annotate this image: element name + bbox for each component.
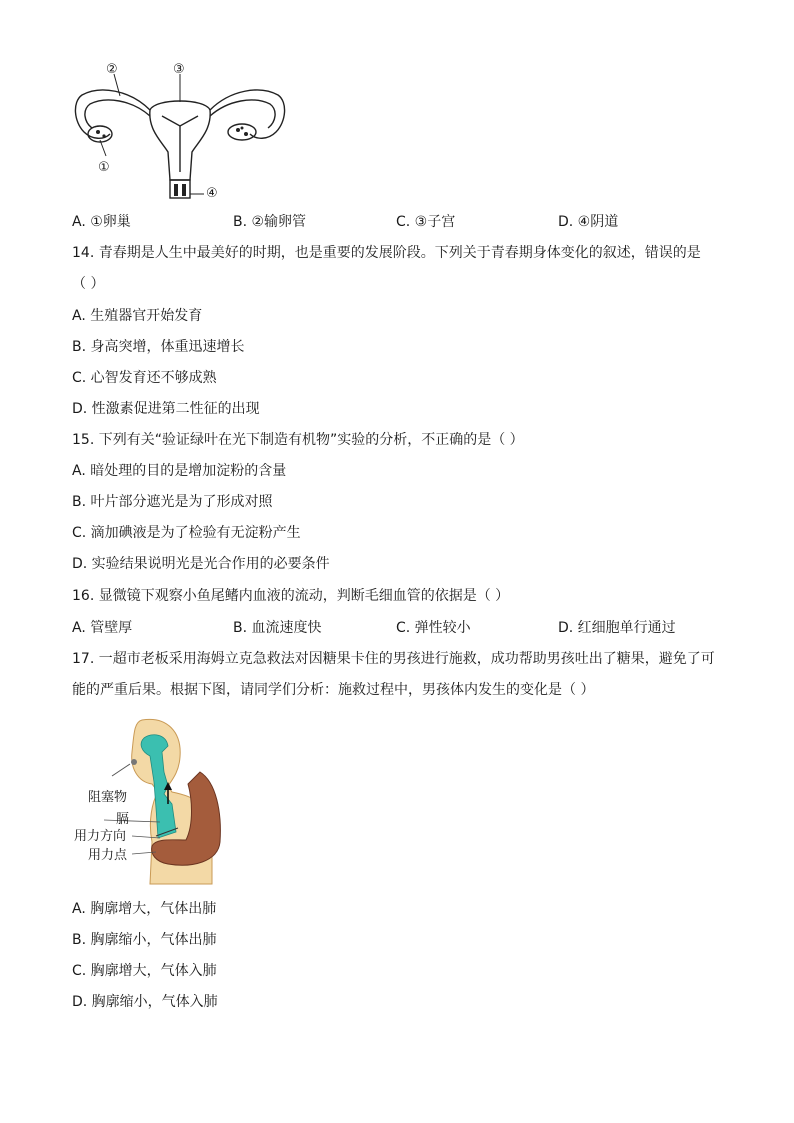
q15-stem: 15. 下列有关“验证绿叶在光下制造有机物”实验的分析，不正确的是（ ）: [72, 432, 524, 448]
q17-stem-line2: 能的严重后果。根据下图，请同学们分析：施救过程中，男孩体内发生的变化是（ ）: [72, 682, 595, 698]
heimlich-label-force-direction: 用力方向: [74, 829, 127, 844]
q16-option-d: D. 红细胞单行通过: [558, 620, 676, 636]
uterus-label-4: ④: [206, 186, 218, 201]
q15-option-a: A. 暗处理的目的是增加淀粉的含量: [72, 463, 287, 479]
q17-option-d: D. 胸廓缩小，气体入肺: [72, 994, 218, 1010]
q14-stem-line2: （ ）: [72, 276, 105, 292]
q15-option-b: B. 叶片部分遮光是为了形成对照: [72, 494, 273, 510]
q16-option-a: A. 管壁厚: [72, 620, 133, 636]
heimlich-label-blockage: 阻塞物: [88, 790, 128, 805]
uterus-label-2: ②: [106, 62, 118, 77]
q14-option-d: D. 性激素促进第二性征的出现: [72, 401, 260, 417]
q14-option-c: C. 心智发育还不够成熟: [72, 370, 217, 386]
q13-option-a: A. ①卵巢: [72, 214, 131, 230]
q17-option-a: A. 胸廓增大，气体出肺: [72, 901, 217, 917]
heimlich-label-force-point: 用力点: [88, 848, 128, 863]
uterus-diagram: [70, 60, 290, 205]
q14-option-a: A. 生殖器官开始发育: [72, 308, 203, 324]
uterus-label-1: ①: [98, 160, 110, 175]
q17-option-b: B. 胸廓缩小，气体出肺: [72, 932, 217, 948]
q14-option-b: B. 身高突增，体重迅速增长: [72, 339, 245, 355]
uterus-diagram-drawing: [70, 60, 290, 205]
q17-option-c: C. 胸廓增大，气体入肺: [72, 963, 217, 979]
q16-stem: 16. 显微镜下观察小鱼尾鳍内血液的流动，判断毛细血管的依据是（ ）: [72, 588, 510, 604]
q13-option-b: B. ②输卵管: [233, 214, 307, 230]
q13-option-c: C. ③子宫: [396, 214, 456, 230]
q15-option-c: C. 滴加碘液是为了检验有无淀粉产生: [72, 525, 301, 541]
heimlich-diagram: [72, 712, 232, 888]
q13-option-d: D. ④阴道: [558, 214, 619, 230]
q16-option-c: C. 弹性较小: [396, 620, 471, 636]
uterus-label-3: ③: [173, 62, 185, 77]
q14-stem-line1: 14. 青春期是人生中最美好的时期，也是重要的发展阶段。下列关于青春期身体变化的叙述，错误的是: [72, 245, 701, 261]
heimlich-label-diaphragm: 膈: [116, 812, 130, 827]
q15-option-d: D. 实验结果说明光是光合作用的必要条件: [72, 556, 330, 572]
q17-stem-line1: 17. 一超市老板采用海姆立克急救法对因糖果卡住的男孩进行施救，成功帮助男孩吐出了糖果，避免了可: [72, 651, 715, 667]
q16-option-b: B. 血流速度快: [233, 620, 322, 636]
